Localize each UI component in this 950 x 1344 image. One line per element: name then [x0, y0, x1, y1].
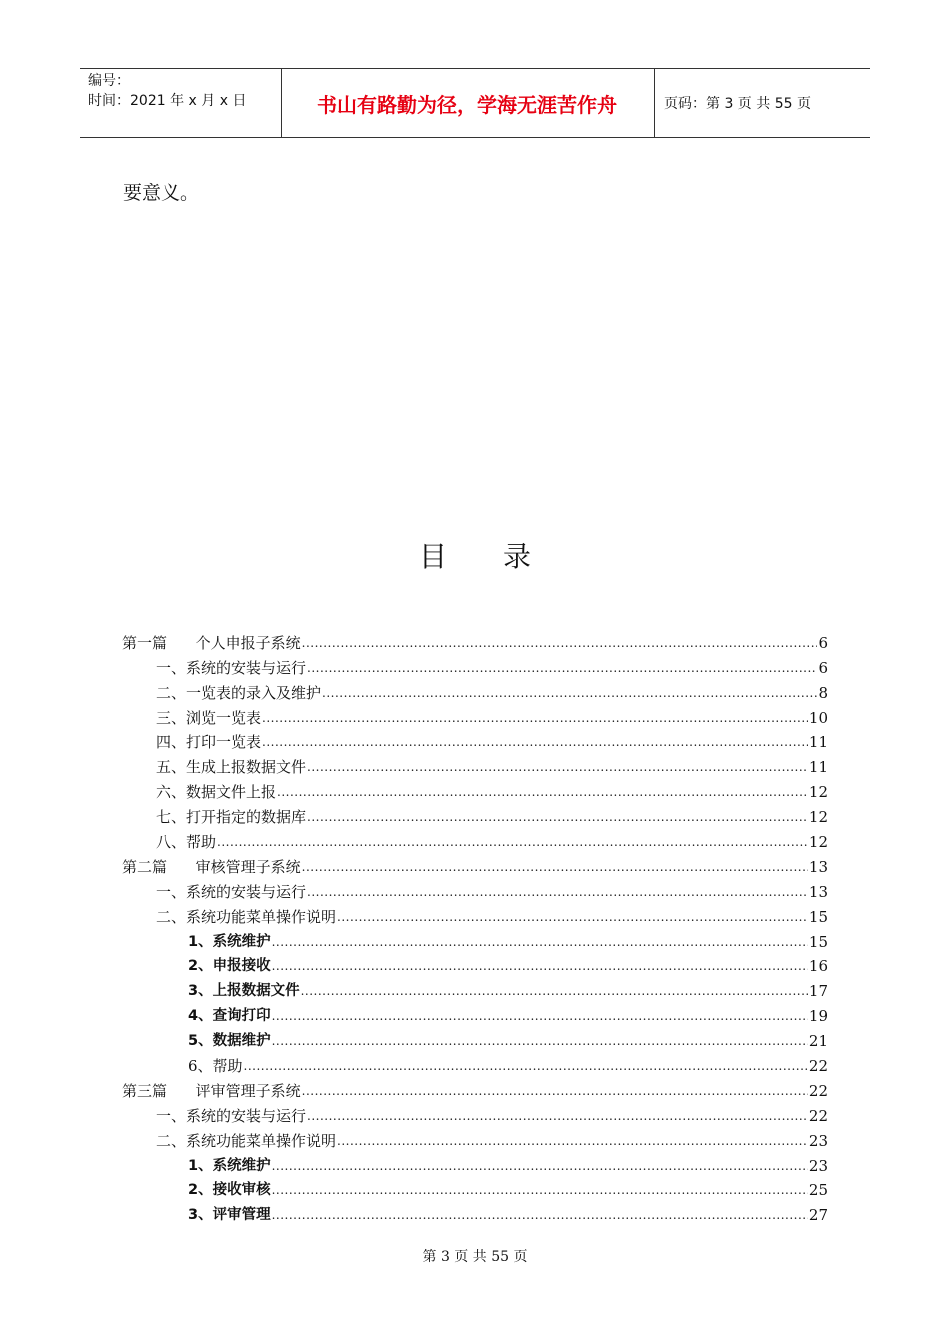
toc-entry[interactable]	[122, 653, 828, 678]
toc-entry-page: 6	[818, 633, 828, 652]
toc-entry[interactable]	[122, 1151, 828, 1176]
toc-entry-page: 12	[808, 783, 828, 802]
toc-dot-leader	[272, 1180, 808, 1200]
toc-entry[interactable]	[122, 1001, 828, 1026]
toc-entry-page: 15	[808, 907, 828, 926]
toc-entry-label: 六、数据文件上报	[156, 783, 277, 802]
toc-entry[interactable]	[122, 852, 828, 877]
toc-dot-leader	[337, 907, 808, 927]
toc-entry-label: 五、生成上报数据文件	[156, 758, 307, 777]
page-footer: 第 3 页 共 55 页	[422, 1249, 528, 1265]
toc-entry[interactable]	[122, 827, 828, 852]
toc-dot-leader	[272, 1156, 808, 1176]
toc-entry[interactable]	[122, 1176, 828, 1201]
toc-entry-page: 13	[808, 882, 828, 901]
toc-entry-label: 第三篇 评审管理子系统	[122, 1081, 301, 1100]
toc-entry-label: 第二篇 审核管理子系统	[122, 857, 301, 876]
toc-dot-leader	[244, 1056, 808, 1076]
toc-entry-page: 21	[808, 1032, 828, 1051]
toc-entry-page: 16	[808, 957, 828, 976]
toc-entry-page: 27	[808, 1206, 828, 1225]
toc-entry-label: 1、系统维护	[188, 1157, 271, 1174]
toc-entry-page: 25	[808, 1181, 828, 1200]
toc-entry-label: 二、系统功能菜单操作说明	[156, 1131, 337, 1150]
toc-entry-label: 一、系统的安装与运行	[156, 658, 307, 677]
toc-dot-leader	[307, 882, 808, 902]
toc-entry-label: 6、帮助	[188, 1057, 243, 1076]
table-of-contents	[122, 628, 828, 1225]
toc-entry-page: 8	[818, 683, 828, 702]
toc-entry-label: 八、帮助	[156, 833, 217, 852]
toc-dot-leader	[262, 708, 808, 728]
toc-dot-leader	[217, 832, 808, 852]
toc-entry-page: 12	[808, 833, 828, 852]
toc-entry[interactable]	[122, 777, 828, 802]
toc-dot-leader	[322, 683, 817, 703]
toc-dot-leader	[272, 1006, 808, 1026]
toc-dot-leader	[307, 807, 808, 827]
toc-entry-label: 3、上报数据文件	[188, 983, 300, 1000]
toc-entry-page: 6	[818, 658, 828, 677]
toc-entry-page: 11	[808, 733, 828, 752]
toc-entry-page: 19	[808, 1007, 828, 1026]
toc-dot-leader	[307, 658, 817, 678]
header-number-label: 编号：	[88, 73, 130, 89]
toc-dot-leader	[272, 1205, 808, 1225]
toc-entry[interactable]	[122, 678, 828, 703]
toc-entry-page: 23	[808, 1156, 828, 1175]
toc-entry[interactable]	[122, 976, 828, 1001]
toc-entry[interactable]	[122, 1101, 828, 1126]
header-divider	[654, 69, 655, 137]
toc-entry-label: 1、系统维护	[188, 933, 271, 950]
toc-entry-page: 13	[808, 857, 828, 876]
toc-entry-label: 三、浏览一览表	[156, 708, 262, 727]
toc-entry-page: 15	[808, 932, 828, 951]
toc-dot-leader	[302, 857, 808, 877]
toc-entry[interactable]	[122, 728, 828, 753]
toc-entry[interactable]	[122, 1126, 828, 1151]
toc-dot-leader	[262, 732, 808, 752]
toc-dot-leader	[277, 782, 808, 802]
toc-entry[interactable]	[122, 703, 828, 728]
toc-dot-leader	[272, 1031, 808, 1051]
toc-entry[interactable]	[122, 927, 828, 952]
toc-entry-label: 2、接收审核	[188, 1182, 271, 1199]
toc-entry-page: 22	[808, 1057, 828, 1076]
toc-entry-page: 17	[808, 982, 828, 1001]
toc-entry-label: 一、系统的安装与运行	[156, 1106, 307, 1125]
toc-entry-label: 二、一览表的录入及维护	[156, 683, 322, 702]
toc-entry-label: 4、查询打印	[188, 1008, 271, 1025]
intro-text: 要意义。	[123, 182, 200, 204]
toc-entry-label: 3、评审管理	[188, 1207, 271, 1224]
header-date: 时间：2021 年 x 月 x 日	[88, 93, 247, 109]
toc-title: 目录	[418, 540, 587, 573]
toc-entry-label: 第一篇 个人申报子系统	[122, 633, 301, 652]
toc-entry[interactable]	[122, 628, 828, 653]
toc-dot-leader	[302, 1081, 808, 1101]
toc-dot-leader	[307, 1106, 808, 1126]
header-motto: 书山有路勤为径，学海无涯苦作舟	[317, 92, 617, 117]
toc-entry-label: 四、打印一览表	[156, 733, 262, 752]
toc-entry-page: 10	[808, 708, 828, 727]
toc-entry-label: 七、打开指定的数据库	[156, 808, 307, 827]
toc-entry[interactable]	[122, 1026, 828, 1051]
toc-entry[interactable]	[122, 752, 828, 777]
toc-entry-label: 2、申报接收	[188, 958, 271, 975]
toc-dot-leader	[302, 633, 818, 653]
toc-entry-page: 23	[808, 1131, 828, 1150]
toc-entry-page: 22	[808, 1081, 828, 1100]
toc-entry[interactable]	[122, 1051, 828, 1076]
toc-entry[interactable]	[122, 1076, 828, 1101]
toc-dot-leader	[301, 981, 808, 1001]
toc-entry-page: 22	[808, 1106, 828, 1125]
toc-entry-label: 5、数据维护	[188, 1033, 271, 1050]
toc-entry-page: 11	[808, 758, 828, 777]
toc-entry-label: 一、系统的安装与运行	[156, 882, 307, 901]
toc-entry-page: 12	[808, 808, 828, 827]
toc-entry[interactable]	[122, 1200, 828, 1225]
toc-dot-leader	[272, 932, 808, 952]
toc-entry[interactable]	[122, 902, 828, 927]
toc-dot-leader	[337, 1131, 808, 1151]
toc-entry[interactable]	[122, 952, 828, 977]
toc-dot-leader	[307, 757, 808, 777]
header-meta	[88, 71, 278, 111]
page-header	[80, 68, 870, 138]
toc-entry[interactable]	[122, 877, 828, 902]
header-page-info: 页码：第 3 页 共 55 页	[664, 96, 811, 112]
toc-entry-label: 二、系统功能菜单操作说明	[156, 907, 337, 926]
toc-entry[interactable]	[122, 802, 828, 827]
toc-dot-leader	[272, 956, 808, 976]
